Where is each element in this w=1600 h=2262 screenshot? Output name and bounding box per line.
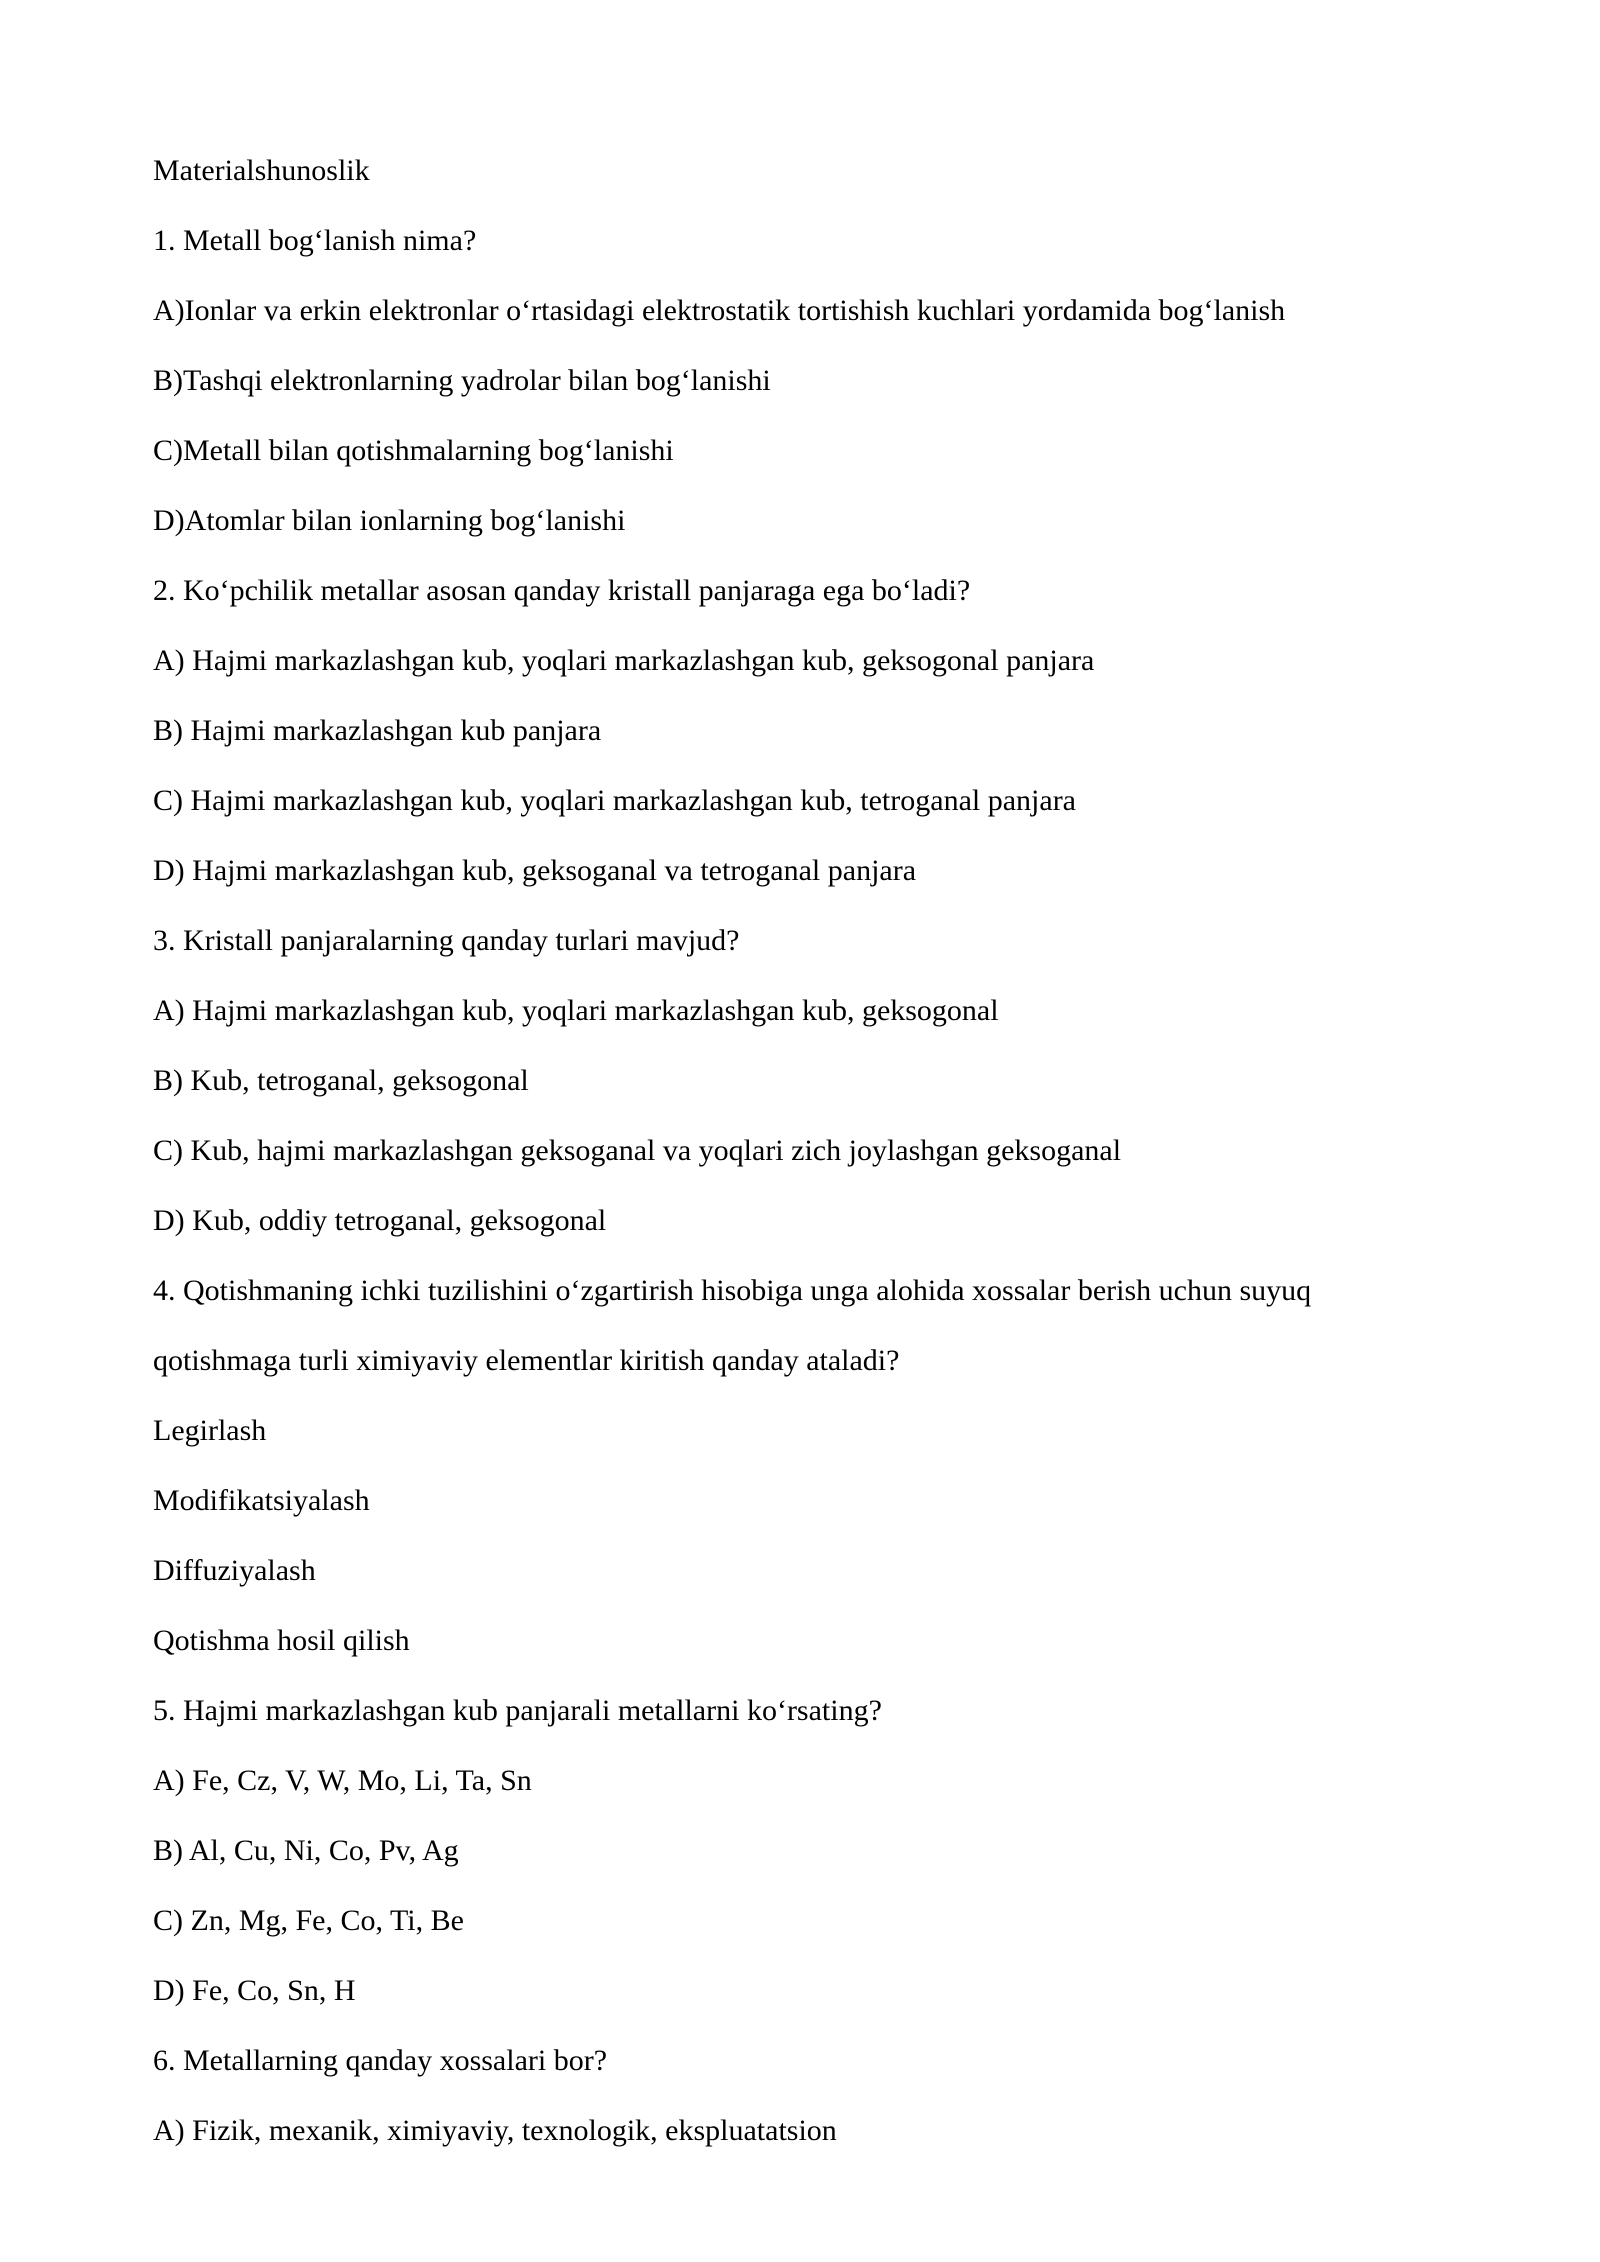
answer-option: B) Al, Cu, Ni, Co, Pv, Ag (153, 1834, 459, 1867)
answer-option: D) Kub, oddiy tetroganal, geksogonal (153, 1204, 607, 1237)
answer-option: A)Ionlar va erkin elektronlar o‘rtasidagi elektrostatik tortishish kuchlari yordamida bog‘lanish (153, 294, 1286, 327)
answer-option: A) Fizik, mexanik, ximiyaviy, texnologik, ekspluatatsion (153, 2114, 837, 2147)
question-text: 6. Metallarning qanday xossalari bor? (153, 2044, 608, 2077)
document-title: Materialshunoslik (153, 154, 370, 187)
answer-option: Diffuziyalash (153, 1554, 316, 1587)
answer-option: B)Tashqi elektronlarning yadrolar bilan bog‘lanishi (153, 364, 771, 397)
answer-option: B) Kub, tetroganal, geksogonal (153, 1064, 529, 1097)
answer-option: C) Hajmi markazlashgan kub, yoqlari markazlashgan kub, tetroganal panjara (153, 784, 1076, 817)
answer-option: Qotishma hosil qilish (153, 1624, 410, 1657)
answer-option: Legirlash (153, 1414, 267, 1447)
question-text: 2. Ko‘pchilik metallar asosan qanday kristall panjaraga ega bo‘ladi? (153, 574, 971, 607)
answer-option: B) Hajmi markazlashgan kub panjara (153, 714, 602, 747)
question-text: 1. Metall bog‘lanish nima? (153, 224, 477, 257)
question-text-line-1: 4. Qotishmaning ichki tuzilishini o‘zgartirish hisobiga unga alohida xossalar berish uchun suyuq (153, 1274, 1312, 1307)
answer-option: C)Metall bilan qotishmalarning bog‘lanishi (153, 434, 674, 467)
answer-option: A) Fe, Cz, V, W, Mo, Li, Ta, Sn (153, 1764, 532, 1797)
answer-option: D) Fe, Co, Sn, H (153, 1974, 356, 2007)
answer-option: A) Hajmi markazlashgan kub, yoqlari markazlashgan kub, geksogonal (153, 994, 999, 1027)
question-text-line-2: qotishmaga turli ximiyaviy elementlar kiritish qanday ataladi? (153, 1344, 900, 1377)
answer-option: A) Hajmi markazlashgan kub, yoqlari markazlashgan kub, geksogonal panjara (153, 644, 1095, 677)
question-text: 5. Hajmi markazlashgan kub panjarali metallarni ko‘rsating? (153, 1694, 882, 1727)
answer-option: D)Atomlar bilan ionlarning bog‘lanishi (153, 504, 626, 537)
answer-option: Modifikatsiyalash (153, 1484, 370, 1517)
answer-option: C) Kub, hajmi markazlashgan geksoganal va yoqlari zich joylashgan geksoganal (153, 1134, 1122, 1167)
document-body (153, 143, 1453, 2173)
question-text: 3. Kristall panjaralarning qanday turlari mavjud? (153, 924, 740, 957)
answer-option: D) Hajmi markazlashgan kub, geksoganal va tetroganal panjara (153, 854, 917, 887)
answer-option: C) Zn, Mg, Fe, Co, Ti, Be (153, 1904, 464, 1937)
